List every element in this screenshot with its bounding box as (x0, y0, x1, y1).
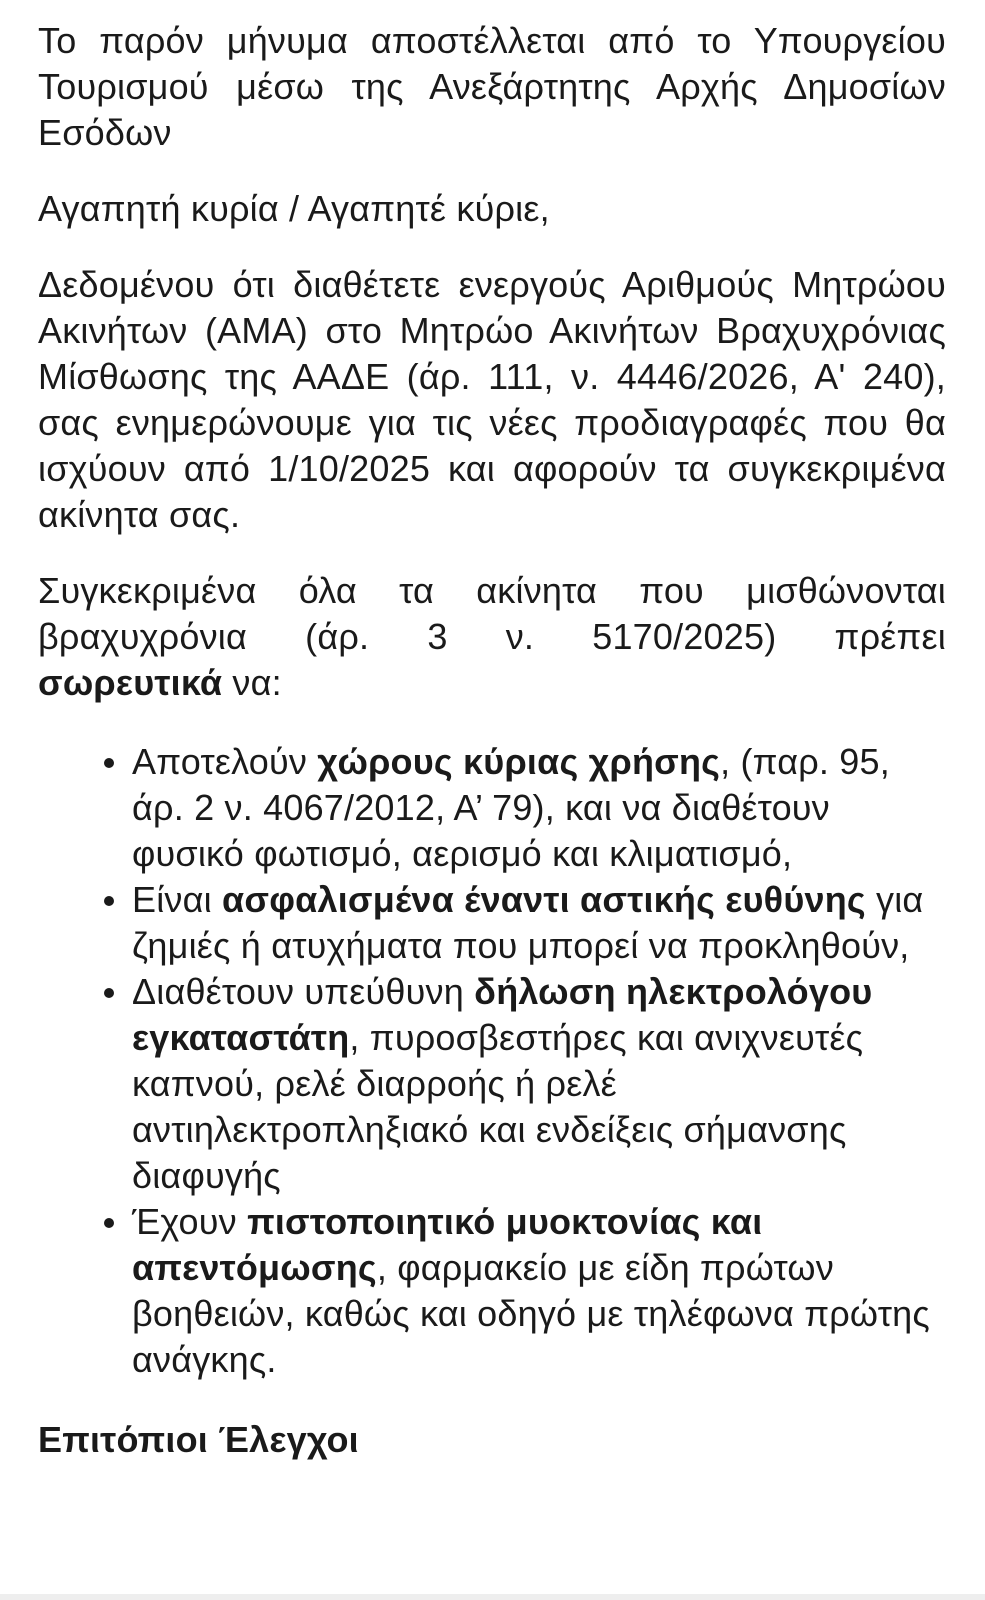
list-item-bold: χώρους κύριας χρήσης (317, 741, 721, 782)
cumulative-emphasis: σωρευτικά (38, 662, 223, 703)
list-item-post: , πυροσβεστήρες και ανιχνευτές καπνού, ρελέ διαρροής ή ρελέ αντιηλεκτροπληξιακό και ενδείξεις σήμανσης διαφυγής (132, 1017, 864, 1196)
list-item-pre: Έχουν (132, 1201, 248, 1242)
bullet-icon (104, 988, 114, 998)
bullet-icon (104, 896, 114, 906)
list-item-post: για ζημιές ή ατυχήματα που μπορεί να προκληθούν, (132, 879, 924, 966)
greeting-text: Αγαπητή κυρία / Αγαπητέ κύριε, (38, 188, 550, 229)
list-item-pre: Διαθέτουν υπεύθυνη (132, 971, 475, 1012)
list-item-post: , (παρ. 95, άρ. 2 ν. 4067/2012, Α’ 79), και να διαθέτουν φυσικό φωτισμό, αερισμό και κλιματισμό, (132, 741, 890, 874)
paragraph-requirements-intro (38, 568, 946, 660)
list-item-bold: δήλωση ηλεκτρολόγου εγκαταστάτη (132, 971, 873, 1058)
list-item-bold: πιστοποιητικό μυοκτονίας και απεντόμωσης (132, 1201, 763, 1288)
list-item (38, 969, 946, 1199)
list-item (38, 739, 946, 877)
requirements-intro-text: Συγκεκριμένα όλα τα ακίνητα που μισθώνονται βραχυχρόνια (άρ. 3 ν. 5170/2025) πρέπει (38, 570, 946, 657)
paragraph-requirements-intro-end (38, 660, 946, 706)
intro-text: Το παρόν μήνυμα αποστέλλεται από το Υπουργείου Τουρισμού μέσω της Ανεξάρτητης Αρχής Δημοσίων Εσόδων (38, 20, 946, 153)
bullet-icon (104, 758, 114, 768)
bottom-divider (0, 1594, 985, 1600)
list-item (38, 877, 946, 969)
list-item-pre: Αποτελούν (132, 741, 318, 782)
message-body (38, 18, 946, 1463)
list-item-post: , φαρμακείο με είδη πρώτων βοηθειών, καθώς και οδηγό με τηλέφωνα πρώτης ανάγκης. (132, 1247, 930, 1380)
list-item-pre: Είναι (132, 879, 223, 920)
list-item (38, 1199, 946, 1383)
section-heading-onsite-inspections: Επιτόπιοι Έλεγχοι (38, 1419, 359, 1460)
requirements-list (38, 739, 946, 1383)
requirements-intro-tail: να: (222, 662, 282, 703)
list-item-bold: ασφαλισμένα έναντι αστικής ευθύνης (222, 879, 866, 920)
bullet-icon (104, 1218, 114, 1228)
paragraph-registry-notice: Δεδομένου ότι διαθέτετε ενεργούς Αριθμούς Μητρώου Ακινήτων (ΑΜΑ) στο Μητρώο Ακινήτων Βραχυχρόνιας Μίσθωσης της ΑΑΔΕ (άρ. 111, ν. 4446/2026, Α' 240), σας ενημερώνουμε για τις νέες προδιαγραφές που θα ισχύουν από 1/10/2025 και αφορούν τα συγκεκριμένα ακίνητα σας. (38, 264, 946, 535)
